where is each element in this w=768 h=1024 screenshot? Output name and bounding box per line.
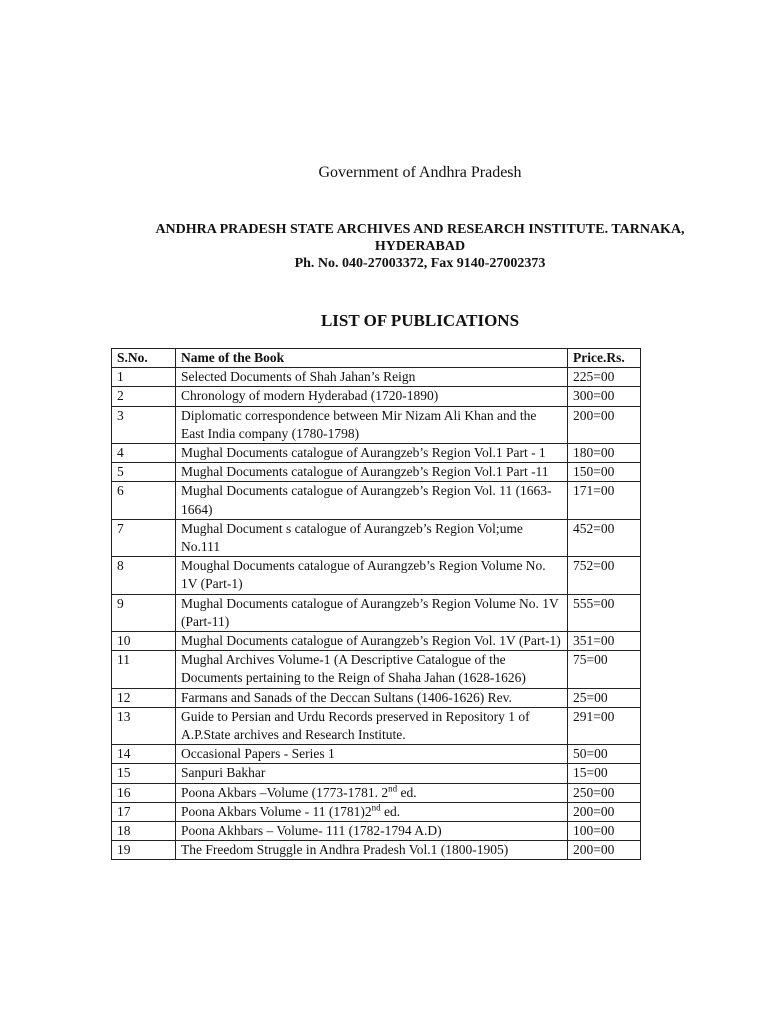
row-sno: 8 — [112, 557, 176, 594]
row-book-name — [176, 822, 568, 841]
row-book-name — [176, 651, 568, 688]
table-row — [112, 387, 641, 406]
row-sno: 10 — [112, 632, 176, 651]
page-title: LIST OF PUBLICATIONS — [320, 311, 520, 330]
table-row — [112, 406, 641, 443]
row-book-name — [176, 688, 568, 707]
row-book-name — [176, 764, 568, 783]
row-price: 752=00 — [568, 557, 641, 594]
row-book-name — [176, 387, 568, 406]
book-name-text: Mughal Archives Volume-1 (A Descriptive Catalogue of the Documents pertaining to the Reign of Shaha Jahan (1628-1626) — [181, 652, 526, 686]
row-price: 75=00 — [568, 651, 641, 688]
edition-superscript: nd — [388, 783, 398, 794]
row-book-name — [176, 519, 568, 556]
row-sno: 5 — [112, 463, 176, 482]
book-name-text: Mughal Documents catalogue of Aurangzeb’s Region Vol. 1V (Part-1) — [181, 633, 561, 649]
row-sno: 12 — [112, 688, 176, 707]
row-book-name — [176, 783, 568, 802]
book-name-text: Mughal Documents catalogue of Aurangzeb’s Region Vol.1 Part -11 — [181, 464, 549, 480]
row-price: 225=00 — [568, 368, 641, 387]
row-book-name — [176, 841, 568, 860]
row-price: 171=00 — [568, 482, 641, 519]
row-sno: 2 — [112, 387, 176, 406]
row-book-name — [176, 406, 568, 443]
book-name-text: Mughal Document s catalogue of Aurangzeb’s Region Vol;ume No.111 — [181, 520, 523, 555]
table-body — [112, 368, 641, 860]
row-price: 250=00 — [568, 783, 641, 802]
contact-line: Ph. No. 040-27003372, Fax 9140-27002373 — [294, 256, 546, 271]
table-row — [112, 802, 641, 821]
row-sno: 14 — [112, 745, 176, 764]
row-book-name — [176, 594, 568, 631]
table-row — [112, 707, 641, 744]
book-name-text: Mughal Documents catalogue of Aurangzeb’s Region Volume No. 1V (Part-11) — [181, 595, 559, 629]
header-name: Name of the Book — [176, 349, 568, 368]
row-sno: 6 — [112, 482, 176, 519]
row-book-name — [176, 482, 568, 519]
row-sno: 11 — [112, 651, 176, 688]
row-book-name — [176, 707, 568, 744]
institute-name: ANDHRA PRADESH STATE ARCHIVES AND RESEARCH INSTITUTE. TARNAKA, HYDERABAD — [155, 222, 685, 254]
row-price: 452=00 — [568, 519, 641, 556]
header-price: Price.Rs. — [568, 349, 641, 368]
row-price: 15=00 — [568, 764, 641, 783]
row-book-name — [176, 444, 568, 463]
book-name-text: Mughal Documents catalogue of Aurangzeb’s Region Vol. 11 (1663-1664) — [181, 483, 552, 517]
table-row — [112, 594, 641, 631]
table-row — [112, 822, 641, 841]
table-row — [112, 783, 641, 802]
book-name-text: Selected Documents of Shah Jahan’s Reign — [181, 369, 416, 385]
row-book-name — [176, 368, 568, 387]
table-row — [112, 463, 641, 482]
table-row — [112, 444, 641, 463]
row-sno: 4 — [112, 444, 176, 463]
row-sno: 13 — [112, 707, 176, 744]
book-name-text: Sanpuri Bakhar — [181, 765, 266, 781]
publications-table — [111, 348, 641, 860]
row-sno: 3 — [112, 406, 176, 443]
row-price: 200=00 — [568, 841, 641, 860]
row-sno: 9 — [112, 594, 176, 631]
row-price: 555=00 — [568, 594, 641, 631]
government-heading: Government of Andhra Pradesh — [318, 164, 522, 181]
row-sno: 18 — [112, 822, 176, 841]
institute-heading — [110, 221, 730, 272]
row-sno: 17 — [112, 802, 176, 821]
row-price: 150=00 — [568, 463, 641, 482]
table-row — [112, 688, 641, 707]
book-name-text: Chronology of modern Hyderabad (1720-1890) — [181, 388, 439, 404]
table-row — [112, 764, 641, 783]
header-sno: S.No. — [112, 349, 176, 368]
row-book-name — [176, 463, 568, 482]
book-name-text: Mughal Documents catalogue of Aurangzeb’s Region Vol.1 Part - 1 — [181, 445, 546, 461]
book-name-text: Guide to Persian and Urdu Records preserved in Repository 1 of A.P.State archives and Research Institute. — [181, 708, 530, 743]
table-header-row — [112, 349, 641, 368]
row-sno: 19 — [112, 841, 176, 860]
book-name-text: Poona Akbars Volume - 11 (1781)2 — [181, 803, 372, 819]
table-row — [112, 745, 641, 764]
row-sno: 1 — [112, 368, 176, 387]
table-row — [112, 632, 641, 651]
row-price: 200=00 — [568, 406, 641, 443]
book-name-tail: ed. — [380, 803, 401, 819]
table-row — [112, 651, 641, 688]
row-sno: 15 — [112, 764, 176, 783]
book-name-text: Moughal Documents catalogue of Aurangzeb’s Region Volume No. 1V (Part-1) — [181, 558, 546, 592]
book-name-text: Farmans and Sanads of the Deccan Sultans (1406-1626) Rev. — [181, 689, 512, 705]
book-name-text: Diplomatic correspondence between Mir Nizam Ali Khan and the East India company (1780-1798) — [181, 407, 537, 441]
row-book-name — [176, 557, 568, 594]
row-price: 50=00 — [568, 745, 641, 764]
row-book-name — [176, 745, 568, 764]
table-row — [112, 557, 641, 594]
row-sno: 16 — [112, 783, 176, 802]
row-book-name — [176, 802, 568, 821]
row-book-name — [176, 632, 568, 651]
book-name-tail: ed. — [397, 784, 417, 800]
row-price: 100=00 — [568, 822, 641, 841]
book-name-text: Poona Akhbars – Volume- 111 (1782-1794 A.D) — [181, 823, 442, 839]
table-row — [112, 841, 641, 860]
table-row — [112, 368, 641, 387]
row-price: 180=00 — [568, 444, 641, 463]
row-price: 200=00 — [568, 802, 641, 821]
row-price: 351=00 — [568, 632, 641, 651]
row-price: 291=00 — [568, 707, 641, 744]
row-price: 300=00 — [568, 387, 641, 406]
table-row — [112, 482, 641, 519]
book-name-text: Poona Akbars –Volume (1773-1781. 2 — [181, 784, 389, 800]
row-price: 25=00 — [568, 688, 641, 707]
row-sno: 7 — [112, 519, 176, 556]
book-name-text: Occasional Papers - Series 1 — [181, 746, 335, 762]
table-row — [112, 519, 641, 556]
edition-superscript: nd — [371, 802, 381, 813]
book-name-text: The Freedom Struggle in Andhra Pradesh Vol.1 (1800-1905) — [181, 842, 509, 858]
